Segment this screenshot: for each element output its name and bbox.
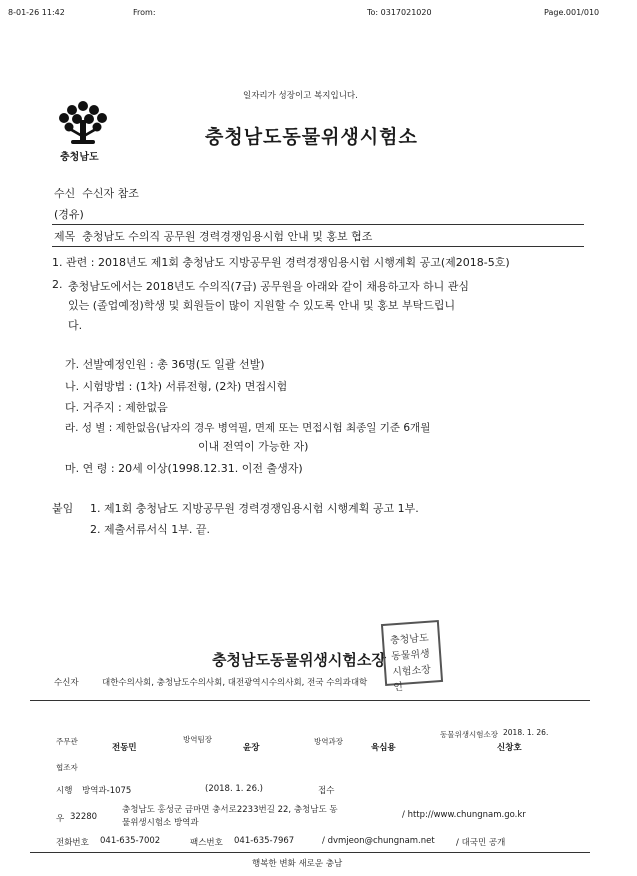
footer-slogan: 행복한 변화 새로운 충남 (252, 859, 343, 869)
subject-label: 제목 (54, 230, 76, 243)
fax-to: To: 0317021020 (367, 8, 432, 17)
item-text: 관련 : 2018년도 제1회 충청남도 지방공무원 경력경쟁임용시험 시행계획 공고(제2018-5호) (66, 256, 510, 269)
receipt-label: 접수 (318, 786, 335, 796)
phone-label: 전화번호 (56, 838, 89, 848)
divider (30, 700, 590, 701)
detail-continuation: 이내 전역이 가능한 자) (198, 440, 309, 453)
recipients-value: 대한수의사회, 충청남도수의사회, 대전광역시수의사회, 전국 수의과대학 (102, 678, 368, 688)
item-2-line: 다. (68, 319, 83, 332)
enforcement-label: 시행 (56, 786, 73, 796)
approval-division-name: 육심용 (371, 743, 396, 753)
detail-label: 나. 시험방법 (65, 380, 126, 393)
approval-head-name: 윤장 (243, 743, 260, 753)
tree-logo-icon (55, 98, 111, 148)
address-line: 물위생시험소 방역과 (122, 818, 199, 828)
detail-value: 제한없음 (125, 401, 168, 414)
detail-value: 총 36명(도 일괄 선발) (157, 358, 265, 371)
detail-item (65, 460, 303, 476)
detail-label: 가. 선발예정인원 (65, 358, 147, 371)
divider (52, 246, 584, 247)
stamp-text: 시험소장인 (391, 664, 432, 694)
website-link[interactable]: / http://www.chungnam.go.kr (402, 810, 526, 820)
approval-director-label: 동물위생시험소장 (440, 730, 498, 739)
postal-label: 우 (56, 814, 65, 824)
detail-sep: : (146, 358, 158, 371)
org-title: 충청남도동물위생시험소 (205, 126, 418, 148)
sender-title: 충청남도동물위생시험소장 (212, 651, 386, 669)
detail-item (65, 399, 168, 415)
cooperator-label: 협조자 (56, 763, 78, 772)
fax-number: 041-635-7967 (234, 836, 295, 846)
approval-division-label: 방역과장 (314, 737, 343, 746)
item-2-line: 있는 (졸업예정)학생 및 회원들이 많이 지원할 수 있도록 안내 및 홍보 부탁드립니 (68, 299, 456, 312)
address-line: 충청남도 홍성군 금마면 충서로2233번길 22, 충청남도 동 (122, 805, 338, 815)
detail-item (65, 420, 430, 435)
item-1 (52, 254, 510, 270)
item-2-line: 충청남도에서는 2018년도 수의직(7급) 공무원을 아래와 같이 채용하고자 하니 관심 (68, 280, 469, 293)
email-link[interactable]: / dvmjeon@chungnam.net (322, 836, 435, 846)
detail-label: 마. 연 령 (65, 462, 108, 475)
approval-primary-label: 주무관 (56, 737, 78, 746)
fax-page: Page.001/010 (544, 8, 600, 17)
detail-label: 라. 성 별 (65, 422, 106, 434)
via-line: (경유) (54, 208, 84, 221)
attachment-item: 2. 제출서류서식 1부. 끝. (90, 523, 210, 536)
item-number: 1. (52, 256, 63, 269)
stamp-text: 동물위생 (390, 648, 431, 663)
postal-code: 32280 (70, 812, 98, 822)
recipients-label: 수신자 (54, 678, 79, 688)
approval-primary-name: 전동민 (112, 743, 137, 753)
detail-sep: : (114, 401, 126, 414)
subject-value: 충청남도 수의직 공무원 경력경쟁임용시험 안내 및 홍보 협조 (82, 230, 373, 243)
item-2-number: 2. (52, 278, 63, 291)
enforcement-number: 방역과-1075 (82, 786, 132, 796)
fax-label: 팩스번호 (190, 838, 223, 848)
disclosure-status: / 대국민 공개 (456, 838, 506, 848)
subject-line (54, 228, 372, 244)
detail-value: (1차) 서류전형, (2차) 면접시험 (135, 380, 288, 393)
enforcement-date: (2018. 1. 26.) (205, 784, 263, 794)
recipient-value: 수신자 참조 (82, 187, 139, 200)
detail-item (65, 378, 287, 394)
fax-from: From: (133, 8, 156, 17)
top-slogan: 일자리가 성장이고 복지입니다. (243, 91, 358, 101)
detail-item (65, 356, 265, 372)
stamp-text: 충청남도 (389, 632, 430, 647)
divider (52, 224, 584, 225)
attachment-item: 1. 제1회 충청남도 지방공무원 경력경쟁임용시험 시행계획 공고 1부. (90, 502, 419, 515)
detail-sep: : (107, 462, 119, 475)
detail-sep: : (125, 380, 136, 393)
logo-text: 충청남도 (60, 152, 99, 163)
approval-head-label: 방역팀장 (183, 735, 212, 744)
detail-value: 제한없음(남자의 경우 병역필, 면제 또는 면접시험 최종일 기준 6개월 (115, 422, 431, 434)
detail-label: 다. 거주지 (65, 401, 115, 414)
detail-sep: : (105, 422, 116, 434)
phone-number: 041-635-7002 (100, 836, 161, 846)
approval-director-name: 신창호 (497, 743, 522, 753)
fax-datetime: 8-01-26 11:42 (8, 8, 65, 17)
divider (30, 852, 590, 853)
official-seal-stamp (381, 620, 443, 694)
detail-value: 20세 이상(1998.12.31. 이전 출생자) (118, 462, 303, 475)
approval-director-date: 2018. 1. 26. (503, 728, 549, 737)
recipient-label: 수신 (54, 187, 76, 200)
attachment-label: 붙임 (52, 502, 74, 515)
recipient-line (54, 185, 139, 201)
